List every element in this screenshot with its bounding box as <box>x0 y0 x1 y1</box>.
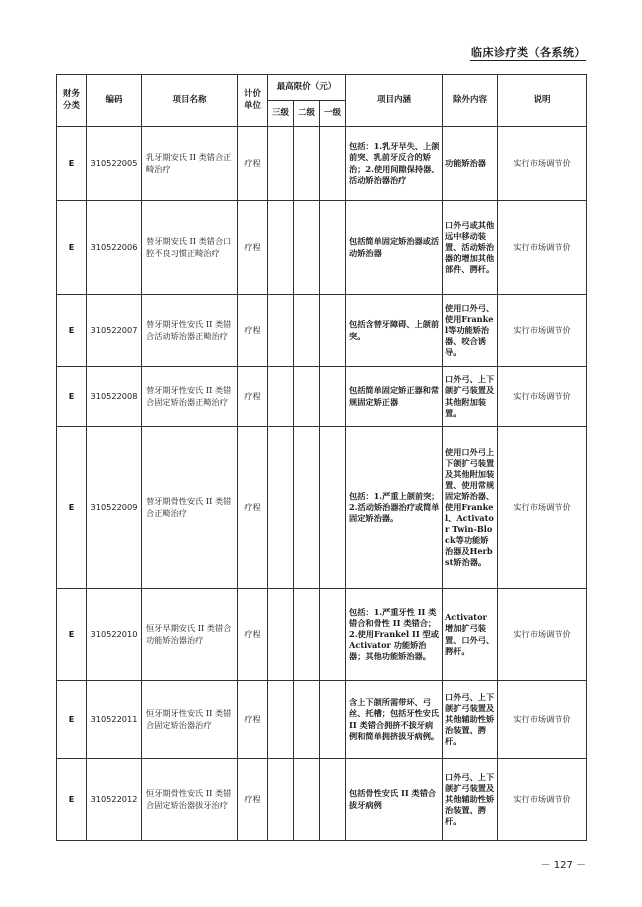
header-category: 财务分类 <box>57 75 87 127</box>
row-category: E <box>57 127 87 201</box>
row-price-level3 <box>268 759 294 841</box>
row-code: 310522010 <box>87 589 142 681</box>
row-code: 310522011 <box>87 681 142 759</box>
row-price-level2 <box>294 681 320 759</box>
table-row <box>57 681 587 759</box>
row-price-level2 <box>294 127 320 201</box>
row-content: 包括简单固定矫治器或活动矫治器 <box>346 201 443 295</box>
table-row <box>57 201 587 295</box>
row-exclusion: 使用口外弓上下颌扩弓装置及其他附加装置、使用常规固定矫治器、使用Frankel、Activator Twin-Block等功能矫治器及Herbst矫治器。 <box>443 427 498 589</box>
row-content: 包括骨性安氏 II 类错合拔牙病例 <box>346 759 443 841</box>
table-row <box>57 367 587 427</box>
row-exclusion: 口外弓或其他远中移动装置、活动矫治器的增加其他部件、腭杆。 <box>443 201 498 295</box>
row-name: 乳牙期安氏 II 类错合正畸治疗 <box>142 127 238 201</box>
header-note: 说明 <box>498 75 587 127</box>
row-note: 实行市场调节价 <box>498 681 587 759</box>
row-unit: 疗程 <box>238 589 268 681</box>
header-price: 最高限价（元） <box>268 75 346 101</box>
row-price-level2 <box>294 589 320 681</box>
row-code: 310522006 <box>87 201 142 295</box>
section-title: 临床诊疗类（各系统） <box>471 46 586 59</box>
row-code: 310522009 <box>87 427 142 589</box>
row-price-level1 <box>320 759 346 841</box>
row-content: 包括简单固定矫正器和常规固定矫正器 <box>346 367 443 427</box>
row-unit: 疗程 <box>238 759 268 841</box>
row-unit: 疗程 <box>238 681 268 759</box>
row-unit: 疗程 <box>238 201 268 295</box>
row-category: E <box>57 759 87 841</box>
row-category: E <box>57 427 87 589</box>
table-row <box>57 295 587 367</box>
row-price-level3 <box>268 589 294 681</box>
row-price-level1 <box>320 589 346 681</box>
header-rule <box>470 60 586 61</box>
row-price-level2 <box>294 759 320 841</box>
row-price-level1 <box>320 295 346 367</box>
row-note: 实行市场调节价 <box>498 759 587 841</box>
row-code: 310522008 <box>87 367 142 427</box>
row-content: 包括含替牙障碍、上颌前突。 <box>346 295 443 367</box>
row-price-level3 <box>268 201 294 295</box>
row-category: E <box>57 295 87 367</box>
row-name: 恒牙期骨性安氏 II 类错合固定矫治器拔牙治疗 <box>142 759 238 841</box>
row-name: 替牙期安氏 II 类错合口腔不良习惯正畸治疗 <box>142 201 238 295</box>
row-note: 实行市场调节价 <box>498 589 587 681</box>
row-price-level3 <box>268 427 294 589</box>
header-name: 项目名称 <box>142 75 238 127</box>
row-name: 替牙期骨性安氏 II 类错合正畸治疗 <box>142 427 238 589</box>
row-unit: 疗程 <box>238 367 268 427</box>
row-price-level1 <box>320 681 346 759</box>
row-price-level2 <box>294 367 320 427</box>
row-category: E <box>57 201 87 295</box>
row-name: 恒牙早期安氏 II 类错合功能矫治器治疗 <box>142 589 238 681</box>
header-content: 项目内涵 <box>346 75 443 127</box>
row-code: 310522005 <box>87 127 142 201</box>
header-unit: 计价单位 <box>238 75 268 127</box>
fee-table <box>56 74 587 841</box>
row-note: 实行市场调节价 <box>498 127 587 201</box>
table-row <box>57 127 587 201</box>
row-note: 实行市场调节价 <box>498 295 587 367</box>
row-exclusion: Activator 增加扩弓装置、口外弓、腭杆。 <box>443 589 498 681</box>
row-note: 实行市场调节价 <box>498 427 587 589</box>
row-category: E <box>57 367 87 427</box>
row-category: E <box>57 681 87 759</box>
row-code: 310522012 <box>87 759 142 841</box>
row-price-level1 <box>320 127 346 201</box>
header-level2: 二级 <box>294 101 320 127</box>
row-price-level3 <box>268 681 294 759</box>
row-price-level3 <box>268 295 294 367</box>
header-level3: 三级 <box>268 101 294 127</box>
row-exclusion: 口外弓、上下颌扩弓装置及其他附加装置。 <box>443 367 498 427</box>
table-row <box>57 589 587 681</box>
row-price-level1 <box>320 367 346 427</box>
row-exclusion: 使用口外弓、使用Frankel等功能矫治器、咬合诱导。 <box>443 295 498 367</box>
row-price-level3 <box>268 127 294 201</box>
header-code: 编码 <box>87 75 142 127</box>
row-price-level2 <box>294 201 320 295</box>
row-price-level2 <box>294 427 320 589</box>
page-number: － 127 － <box>540 860 586 871</box>
row-unit: 疗程 <box>238 295 268 367</box>
row-code: 310522007 <box>87 295 142 367</box>
row-unit: 疗程 <box>238 127 268 201</box>
row-price-level3 <box>268 367 294 427</box>
row-content: 包括：1.严重牙性 II 类错合和骨性 II 类错合；2.使用Frankel II 型或Activator 功能矫治器；其他功能矫治器。 <box>346 589 443 681</box>
row-note: 实行市场调节价 <box>498 201 587 295</box>
table-row <box>57 427 587 589</box>
row-unit: 疗程 <box>238 427 268 589</box>
row-exclusion: 口外弓、上下颌扩弓装置及其他辅助性矫治装置、腭杆。 <box>443 681 498 759</box>
row-exclusion: 功能矫治器 <box>443 127 498 201</box>
row-price-level2 <box>294 295 320 367</box>
row-content: 包括：1.乳牙早失、上颌前突、乳前牙反合的矫治；2.使用间隙保持器、活动矫治器治疗 <box>346 127 443 201</box>
row-content: 包括：1.严重上颌前突；2.活动矫治器治疗或简单固定矫治器。 <box>346 427 443 589</box>
row-price-level1 <box>320 427 346 589</box>
row-name: 恒牙期牙性安氏 II 类错合固定矫治器治疗 <box>142 681 238 759</box>
row-note: 实行市场调节价 <box>498 367 587 427</box>
row-name: 替牙期牙性安氏 II 类错合活动矫治器正畸治疗 <box>142 295 238 367</box>
row-exclusion: 口外弓、上下颌扩弓装置及其他辅助性矫治装置、腭杆。 <box>443 759 498 841</box>
row-category: E <box>57 589 87 681</box>
row-name: 替牙期牙性安氏 II 类错合固定矫治器正畸治疗 <box>142 367 238 427</box>
header-level1: 一级 <box>320 101 346 127</box>
row-content: 含上下颌所需带环、弓丝、托槽；包括牙性安氏 II 类错合拥挤不拔牙病例和简单拥挤拔牙病例。 <box>346 681 443 759</box>
table-row <box>57 759 587 841</box>
row-price-level1 <box>320 201 346 295</box>
header-exclusion: 除外内容 <box>443 75 498 127</box>
